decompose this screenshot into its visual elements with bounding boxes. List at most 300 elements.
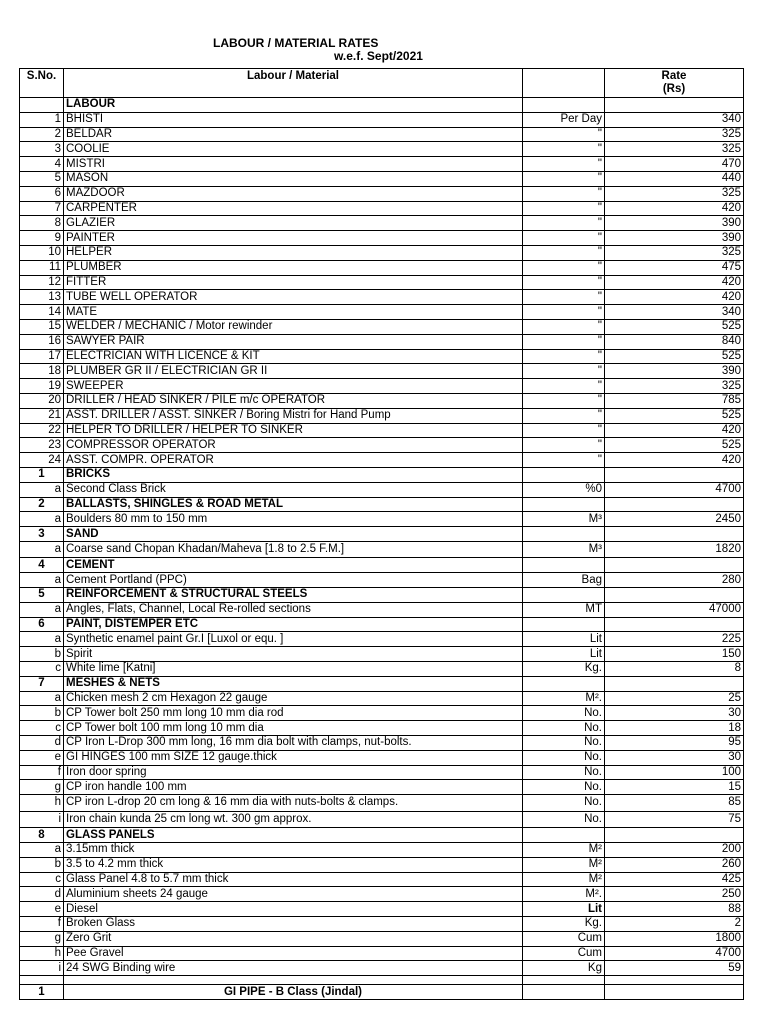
cell-rate	[605, 98, 744, 113]
cell-sno: 11	[20, 260, 64, 275]
cell-rate	[605, 676, 744, 691]
cell-sno: b	[20, 857, 64, 872]
cell-sno	[20, 98, 64, 113]
cell-description: BALLASTS, SHINGLES & ROAD METAL	[64, 497, 523, 512]
cell-rate: 420	[605, 275, 744, 290]
cell-description: COMPRESSOR OPERATOR	[64, 438, 523, 453]
cell-description: Iron chain kunda 25 cm long wt. 300 gm approx.	[64, 811, 523, 828]
cell-description: ASST. DRILLER / ASST. SINKER / Boring Mistri for Hand Pump	[64, 408, 523, 423]
table-row	[20, 842, 744, 857]
page-title: LABOUR / MATERIAL RATES	[213, 36, 379, 50]
cell-rate: 100	[605, 765, 744, 780]
cell-sno: 21	[20, 408, 64, 423]
cell-description: 3.15mm thick	[64, 842, 523, 857]
cell-description: Zero Grit	[64, 931, 523, 946]
cell-description: ASST. COMPR. OPERATOR	[64, 453, 523, 468]
table-row	[20, 364, 744, 379]
page-subtitle: w.e.f. Sept/2021	[334, 49, 423, 63]
cell-description: Angles, Flats, Channel, Local Re-rolled sections	[64, 602, 523, 617]
rates-table	[19, 68, 744, 1000]
cell-rate: 325	[605, 186, 744, 201]
cell-sno: c	[20, 661, 64, 676]
table-row	[20, 857, 744, 872]
cell-sno: 19	[20, 379, 64, 394]
cell-rate: 260	[605, 857, 744, 872]
cell-rate: 1820	[605, 541, 744, 558]
cell-sno: 20	[20, 393, 64, 408]
cell-unit: M²	[523, 857, 605, 872]
table-body	[20, 98, 744, 1000]
cell-rate: 420	[605, 201, 744, 216]
cell-unit: %0	[523, 482, 605, 497]
table-row	[20, 319, 744, 334]
cell-rate: 88	[605, 902, 744, 917]
cell-sno: 18	[20, 364, 64, 379]
cell-description: LABOUR	[64, 98, 523, 113]
cell-sno: 14	[20, 305, 64, 320]
cell-unit: M³	[523, 541, 605, 558]
cell-unit: "	[523, 275, 605, 290]
cell-rate: 18	[605, 721, 744, 736]
table-row	[20, 985, 744, 1000]
table-row	[20, 931, 744, 946]
cell-sno: c	[20, 721, 64, 736]
table-row	[20, 946, 744, 961]
cell-description: GLASS PANELS	[64, 828, 523, 843]
cell-description: GLAZIER	[64, 216, 523, 231]
cell-unit: No.	[523, 811, 605, 828]
cell-rate: 325	[605, 245, 744, 260]
table-row	[20, 632, 744, 647]
cell-unit: Bag	[523, 573, 605, 588]
cell-unit: "	[523, 142, 605, 157]
cell-rate: 420	[605, 290, 744, 305]
table-header-row	[20, 69, 744, 98]
cell-unit: Lit	[523, 902, 605, 917]
table-row	[20, 408, 744, 423]
cell-rate: 525	[605, 319, 744, 334]
table-row	[20, 573, 744, 588]
table-row	[20, 811, 744, 828]
cell-description: Cement Portland (PPC)	[64, 573, 523, 588]
cell-description: Synthetic enamel paint Gr.I [Luxol or equ. ]	[64, 632, 523, 647]
cell-description: Diesel	[64, 902, 523, 917]
cell-description: MISTRI	[64, 157, 523, 172]
separator-row	[20, 976, 744, 985]
cell-rate	[605, 828, 744, 843]
cell-sno: 4	[20, 558, 64, 573]
cell-rate: 59	[605, 961, 744, 976]
cell-sno: e	[20, 750, 64, 765]
cell-unit: "	[523, 290, 605, 305]
table-row	[20, 142, 744, 157]
cell-rate: 25	[605, 691, 744, 706]
cell-description: HELPER	[64, 245, 523, 260]
table-row	[20, 349, 744, 364]
table-row	[20, 157, 744, 172]
cell-unit: "	[523, 171, 605, 186]
cell-sno: a	[20, 573, 64, 588]
cell-sno: 5	[20, 588, 64, 603]
cell-description: Aluminium sheets 24 gauge	[64, 887, 523, 902]
cell-unit: "	[523, 305, 605, 320]
cell-description: GI HINGES 100 mm SIZE 12 gauge.thick	[64, 750, 523, 765]
cell-description: MAZDOOR	[64, 186, 523, 201]
cell-unit: No.	[523, 780, 605, 795]
cell-description: SAWYER PAIR	[64, 334, 523, 349]
cell-rate: 47000	[605, 602, 744, 617]
cell-description: DRILLER / HEAD SINKER / PILE m/c OPERATOR	[64, 393, 523, 408]
cell-unit: "	[523, 127, 605, 142]
cell-sno: 7	[20, 201, 64, 216]
cell-description: Glass Panel 4.8 to 5.7 mm thick	[64, 872, 523, 887]
cell-unit: "	[523, 349, 605, 364]
cell-unit: "	[523, 157, 605, 172]
table-row	[20, 512, 744, 527]
cell-unit: "	[523, 423, 605, 438]
cell-sno: 1	[20, 467, 64, 482]
cell-rate	[605, 588, 744, 603]
table-row	[20, 201, 744, 216]
cell-sno: a	[20, 691, 64, 706]
cell-unit: "	[523, 438, 605, 453]
cell-sno: d	[20, 887, 64, 902]
table-row	[20, 780, 744, 795]
cell-sno: 2	[20, 127, 64, 142]
table-row	[20, 691, 744, 706]
cell-rate: 250	[605, 887, 744, 902]
header-rate: Rate (Rs)	[605, 69, 744, 98]
table-row	[20, 290, 744, 305]
cell-sno	[20, 976, 64, 985]
cell-description: Spirit	[64, 647, 523, 662]
cell-rate: 1800	[605, 931, 744, 946]
cell-unit	[523, 828, 605, 843]
section-row	[20, 828, 744, 843]
cell-description: CP Tower bolt 100 mm long 10 mm dia	[64, 721, 523, 736]
cell-unit: "	[523, 364, 605, 379]
table-row	[20, 647, 744, 662]
cell-description: SAND	[64, 527, 523, 542]
cell-rate: 525	[605, 349, 744, 364]
cell-sno: 7	[20, 676, 64, 691]
cell-description: BHISTI	[64, 112, 523, 127]
cell-rate	[605, 527, 744, 542]
cell-rate: 15	[605, 780, 744, 795]
cell-rate: 420	[605, 423, 744, 438]
table-row	[20, 872, 744, 887]
table-row	[20, 171, 744, 186]
cell-sno: a	[20, 512, 64, 527]
cell-sno: 3	[20, 142, 64, 157]
table-row	[20, 721, 744, 736]
cell-unit: "	[523, 379, 605, 394]
cell-unit: "	[523, 186, 605, 201]
cell-unit: No.	[523, 765, 605, 780]
cell-description: GI PIPE - B Class (Jindal)	[64, 985, 523, 1000]
cell-sno: 22	[20, 423, 64, 438]
cell-rate: 785	[605, 393, 744, 408]
cell-sno: c	[20, 872, 64, 887]
cell-sno: 23	[20, 438, 64, 453]
cell-unit	[523, 467, 605, 482]
cell-description: PAINT, DISTEMPER ETC	[64, 617, 523, 632]
cell-unit: Lit	[523, 632, 605, 647]
cell-unit: Per Day	[523, 112, 605, 127]
cell-description: Iron door spring	[64, 765, 523, 780]
cell-sno: a	[20, 632, 64, 647]
cell-sno: 1	[20, 985, 64, 1000]
cell-description: 24 SWG Binding wire	[64, 961, 523, 976]
cell-sno: h	[20, 946, 64, 961]
cell-sno: 8	[20, 216, 64, 231]
cell-rate: 325	[605, 379, 744, 394]
cell-unit: Lit	[523, 647, 605, 662]
cell-rate: 2	[605, 916, 744, 931]
cell-rate	[605, 976, 744, 985]
cell-description: Boulders 80 mm to 150 mm	[64, 512, 523, 527]
cell-description: HELPER TO DRILLER / HELPER TO SINKER	[64, 423, 523, 438]
table-row	[20, 482, 744, 497]
table-row	[20, 916, 744, 931]
cell-unit	[523, 976, 605, 985]
cell-unit: No.	[523, 795, 605, 812]
cell-unit: "	[523, 245, 605, 260]
section-row	[20, 558, 744, 573]
cell-description: ELECTRICIAN WITH LICENCE & KIT	[64, 349, 523, 364]
cell-rate: 840	[605, 334, 744, 349]
cell-sno: 13	[20, 290, 64, 305]
cell-unit	[523, 617, 605, 632]
table-row	[20, 765, 744, 780]
table-row	[20, 706, 744, 721]
cell-unit: "	[523, 408, 605, 423]
cell-unit: No.	[523, 721, 605, 736]
cell-unit: "	[523, 231, 605, 246]
cell-rate: 85	[605, 795, 744, 812]
cell-description	[64, 976, 523, 985]
cell-sno: 16	[20, 334, 64, 349]
header-material: Labour / Material	[64, 69, 523, 98]
cell-unit	[523, 497, 605, 512]
cell-sno: 2	[20, 497, 64, 512]
table-row	[20, 661, 744, 676]
cell-unit	[523, 527, 605, 542]
cell-sno: 17	[20, 349, 64, 364]
table-row	[20, 902, 744, 917]
cell-unit: "	[523, 319, 605, 334]
cell-sno: h	[20, 795, 64, 812]
header-unit	[523, 69, 605, 98]
cell-rate: 390	[605, 216, 744, 231]
cell-rate: 525	[605, 408, 744, 423]
table-row	[20, 245, 744, 260]
cell-rate: 470	[605, 157, 744, 172]
section-row	[20, 497, 744, 512]
table-row	[20, 961, 744, 976]
cell-unit: "	[523, 393, 605, 408]
cell-rate: 390	[605, 231, 744, 246]
cell-rate: 4700	[605, 482, 744, 497]
cell-sno: 10	[20, 245, 64, 260]
table-row	[20, 602, 744, 617]
cell-description: PLUMBER	[64, 260, 523, 275]
cell-description: PAINTER	[64, 231, 523, 246]
cell-sno: f	[20, 916, 64, 931]
table-row	[20, 393, 744, 408]
cell-sno: 24	[20, 453, 64, 468]
table-row	[20, 127, 744, 142]
cell-description: Broken Glass	[64, 916, 523, 931]
cell-sno: g	[20, 931, 64, 946]
cell-unit: Cum	[523, 931, 605, 946]
cell-sno: b	[20, 706, 64, 721]
table-row	[20, 379, 744, 394]
cell-rate: 390	[605, 364, 744, 379]
cell-rate: 340	[605, 305, 744, 320]
cell-sno: a	[20, 842, 64, 857]
cell-rate	[605, 497, 744, 512]
table-row	[20, 795, 744, 812]
cell-rate: 475	[605, 260, 744, 275]
table-row	[20, 275, 744, 290]
cell-rate: 280	[605, 573, 744, 588]
cell-unit: Cum	[523, 946, 605, 961]
cell-rate: 325	[605, 127, 744, 142]
cell-sno: 15	[20, 319, 64, 334]
cell-unit: Kg.	[523, 916, 605, 931]
cell-sno: a	[20, 602, 64, 617]
cell-description: CP Iron L-Drop 300 mm long, 16 mm dia bolt with clamps, nut-bolts.	[64, 735, 523, 750]
cell-sno: i	[20, 811, 64, 828]
cell-rate: 340	[605, 112, 744, 127]
table-row	[20, 260, 744, 275]
cell-rate: 4700	[605, 946, 744, 961]
section-row	[20, 617, 744, 632]
table-row	[20, 216, 744, 231]
cell-description: MATE	[64, 305, 523, 320]
cell-rate	[605, 617, 744, 632]
cell-unit	[523, 676, 605, 691]
section-row	[20, 676, 744, 691]
cell-unit: No.	[523, 735, 605, 750]
cell-description: REINFORCEMENT & STRUCTURAL STEELS	[64, 588, 523, 603]
cell-rate: 75	[605, 811, 744, 828]
table-row	[20, 735, 744, 750]
cell-rate: 225	[605, 632, 744, 647]
cell-unit: "	[523, 453, 605, 468]
cell-rate: 325	[605, 142, 744, 157]
cell-description: White lime [Katni]	[64, 661, 523, 676]
cell-sno: e	[20, 902, 64, 917]
cell-unit	[523, 98, 605, 113]
cell-sno: 6	[20, 186, 64, 201]
cell-unit: M².	[523, 691, 605, 706]
cell-rate: 420	[605, 453, 744, 468]
cell-description: Coarse sand Chopan Khadan/Maheva [1.8 to 2.5 F.M.]	[64, 541, 523, 558]
cell-rate	[605, 467, 744, 482]
cell-unit	[523, 985, 605, 1000]
table-row	[20, 334, 744, 349]
cell-description: SWEEPER	[64, 379, 523, 394]
cell-sno: g	[20, 780, 64, 795]
cell-description: BRICKS	[64, 467, 523, 482]
cell-description: PLUMBER GR II / ELECTRICIAN GR II	[64, 364, 523, 379]
cell-rate: 95	[605, 735, 744, 750]
cell-sno: 4	[20, 157, 64, 172]
cell-sno: d	[20, 735, 64, 750]
table-row	[20, 186, 744, 201]
cell-description: TUBE WELL OPERATOR	[64, 290, 523, 305]
cell-sno: a	[20, 541, 64, 558]
cell-unit: M².	[523, 887, 605, 902]
table-row	[20, 750, 744, 765]
header-sno: S.No.	[20, 69, 64, 98]
section-row	[20, 527, 744, 542]
section-row	[20, 588, 744, 603]
cell-rate	[605, 558, 744, 573]
cell-sno: 9	[20, 231, 64, 246]
table-row	[20, 438, 744, 453]
cell-rate: 30	[605, 706, 744, 721]
cell-sno: f	[20, 765, 64, 780]
cell-sno: i	[20, 961, 64, 976]
section-row	[20, 467, 744, 482]
table-row	[20, 305, 744, 320]
table-row	[20, 541, 744, 558]
cell-rate: 150	[605, 647, 744, 662]
cell-unit	[523, 588, 605, 603]
cell-rate: 30	[605, 750, 744, 765]
cell-description: BELDAR	[64, 127, 523, 142]
cell-sno: 5	[20, 171, 64, 186]
section-row	[20, 98, 744, 113]
cell-rate	[605, 985, 744, 1000]
table-row	[20, 423, 744, 438]
cell-rate: 440	[605, 171, 744, 186]
cell-unit: M²	[523, 842, 605, 857]
cell-unit: "	[523, 216, 605, 231]
cell-sno: 6	[20, 617, 64, 632]
cell-sno: 8	[20, 828, 64, 843]
cell-unit: Kg	[523, 961, 605, 976]
cell-unit: No.	[523, 750, 605, 765]
cell-unit: "	[523, 260, 605, 275]
cell-rate: 2450	[605, 512, 744, 527]
cell-unit: M²	[523, 872, 605, 887]
cell-description: CARPENTER	[64, 201, 523, 216]
cell-description: FITTER	[64, 275, 523, 290]
cell-sno: 3	[20, 527, 64, 542]
cell-rate: 8	[605, 661, 744, 676]
cell-sno: b	[20, 647, 64, 662]
cell-unit: No.	[523, 706, 605, 721]
cell-description: Pee Gravel	[64, 946, 523, 961]
cell-sno: 12	[20, 275, 64, 290]
table-row	[20, 887, 744, 902]
cell-description: WELDER / MECHANIC / Motor rewinder	[64, 319, 523, 334]
cell-description: MESHES & NETS	[64, 676, 523, 691]
cell-unit: Kg.	[523, 661, 605, 676]
cell-rate: 425	[605, 872, 744, 887]
cell-unit: M³	[523, 512, 605, 527]
cell-description: 3.5 to 4.2 mm thick	[64, 857, 523, 872]
cell-description: CP iron L-drop 20 cm long & 16 mm dia with nuts-bolts & clamps.	[64, 795, 523, 812]
cell-unit: "	[523, 201, 605, 216]
cell-unit: "	[523, 334, 605, 349]
table-row	[20, 453, 744, 468]
cell-rate: 525	[605, 438, 744, 453]
